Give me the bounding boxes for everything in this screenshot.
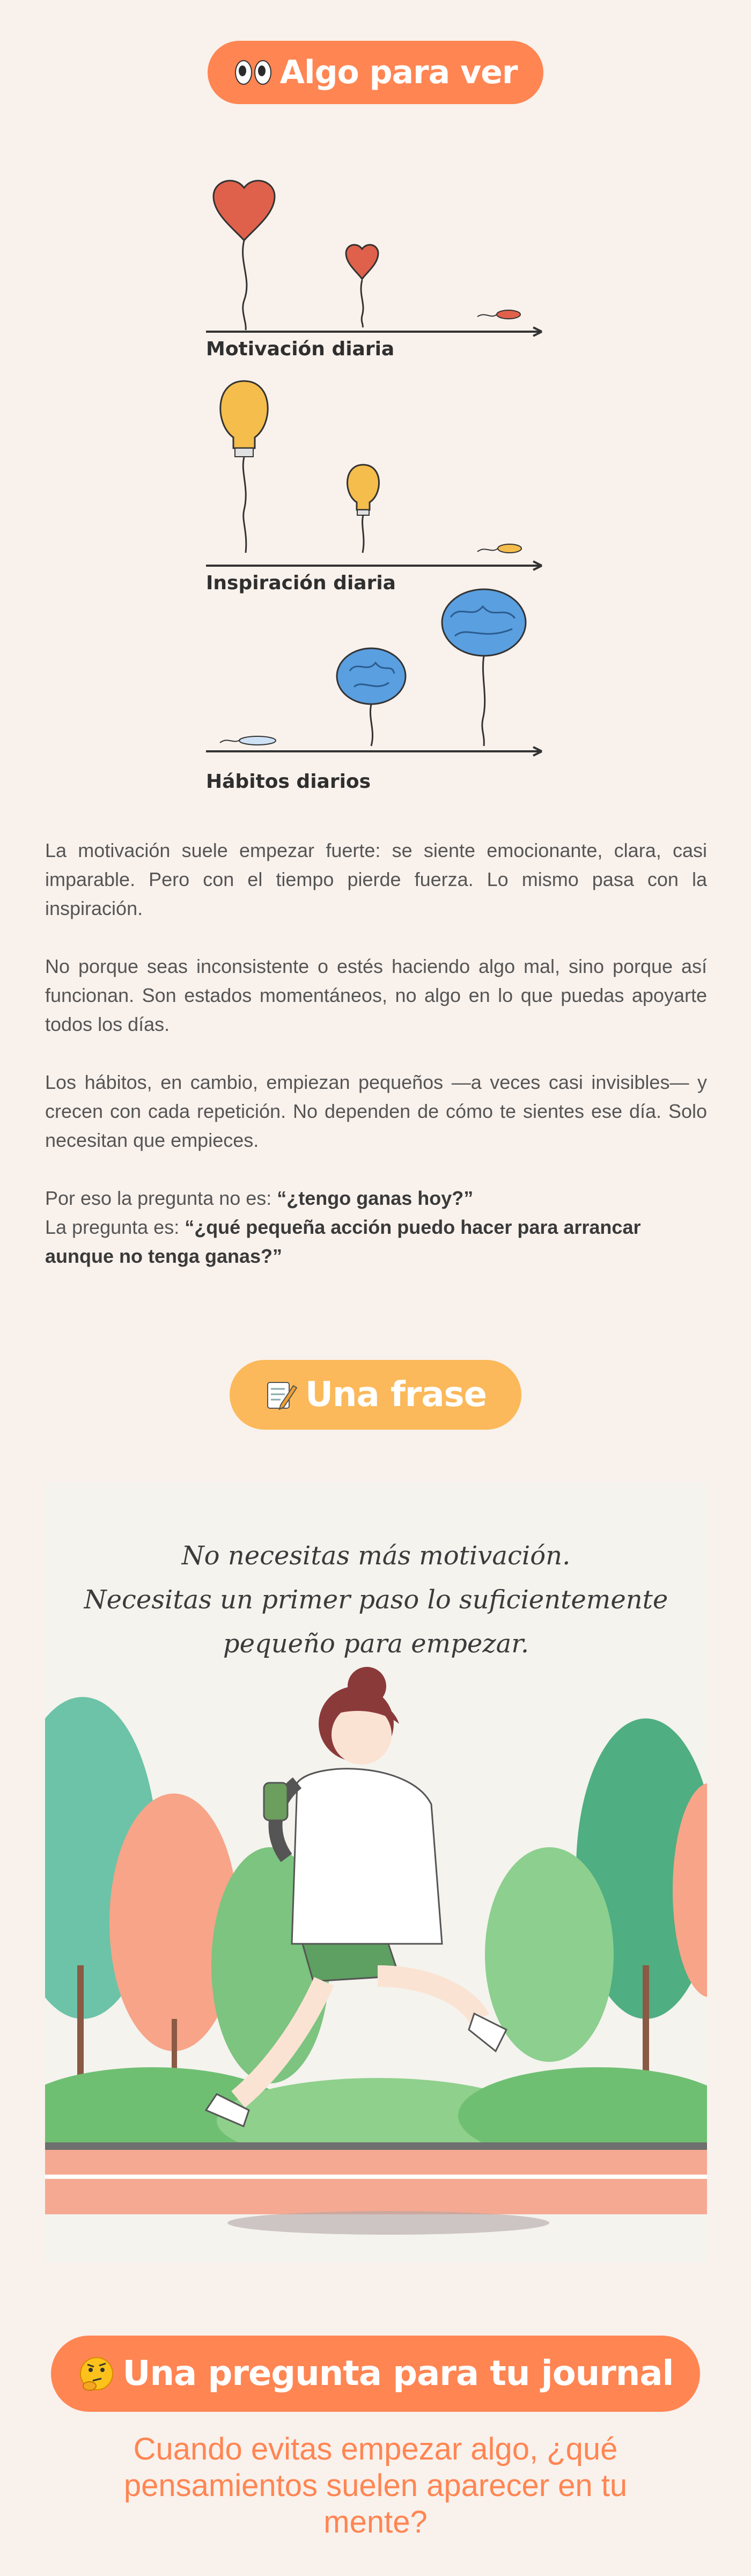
deflated-brain — [220, 736, 276, 745]
memo-pencil-icon — [264, 1378, 298, 1411]
quote-line: pequeño para empezar. — [223, 1629, 529, 1659]
deflated-heart — [477, 310, 520, 319]
article-body — [45, 836, 707, 1300]
deflated-lightbulb — [477, 544, 521, 553]
big-brain-balloon — [442, 589, 526, 746]
small-lightbulb-balloon — [348, 465, 379, 553]
quote-line: Necesitas un primer paso lo suficientemente — [84, 1585, 668, 1615]
quote-line: No necesitas más motivación. — [181, 1541, 571, 1571]
closing-line2-prefix: La pregunta es: — [45, 1216, 185, 1238]
paragraph: No porque seas inconsistente o estés haciendo algo mal, sino porque así funcionan. Son estados momentáneos, no algo en lo que puedas apoyarte todos los días. — [45, 955, 707, 1035]
closing-line1-prefix: Por eso la pregunta no es: — [45, 1187, 277, 1209]
quote-illustration — [45, 1482, 707, 2263]
label-inspiracion: Inspiración diaria — [206, 572, 396, 594]
section-title: Una frase — [305, 1375, 487, 1415]
quote-text — [45, 1534, 707, 1666]
eyes-icon — [234, 59, 273, 86]
closing-paragraph — [45, 1184, 707, 1271]
small-brain-balloon — [337, 648, 406, 746]
section-title: Algo para ver — [279, 54, 518, 91]
habits-illustration — [198, 140, 553, 805]
section-header-algo-para-ver — [208, 41, 543, 104]
closing-line2-bold: “¿qué pequeña acción puedo hacer para arrancar aunque no tenga ganas?” — [45, 1216, 641, 1267]
paragraph: Los hábitos, en cambio, empiezan pequeños —a veces casi invisibles— y crecen con cada repetición. No dependen de cómo te sientes ese día. Solo necesitan que empieces. — [45, 1071, 707, 1151]
section-header-una-frase — [230, 1360, 521, 1430]
closing-line1-bold: “¿tengo ganas hoy?” — [277, 1187, 474, 1209]
label-habitos: Hábitos diarios — [206, 771, 371, 793]
big-lightbulb-balloon — [220, 381, 268, 553]
big-heart-balloon — [213, 181, 275, 330]
section-header-journal — [51, 2336, 700, 2412]
paragraph: La motivación suele empezar fuerte: se siente emocionante, clara, casi imparable. Pero con el tiempo pierde fuerza. Lo mismo pasa con la inspiración. — [45, 839, 707, 919]
label-motivacion: Motivación diaria — [206, 338, 395, 360]
journal-question: Cuando evitas empezar algo, ¿qué pensamientos suelen aparecer en tu mente? — [123, 2432, 628, 2540]
thinking-face-icon — [78, 2355, 115, 2392]
small-heart-balloon — [346, 245, 378, 327]
section-title: Una pregunta para tu journal — [122, 2354, 674, 2394]
